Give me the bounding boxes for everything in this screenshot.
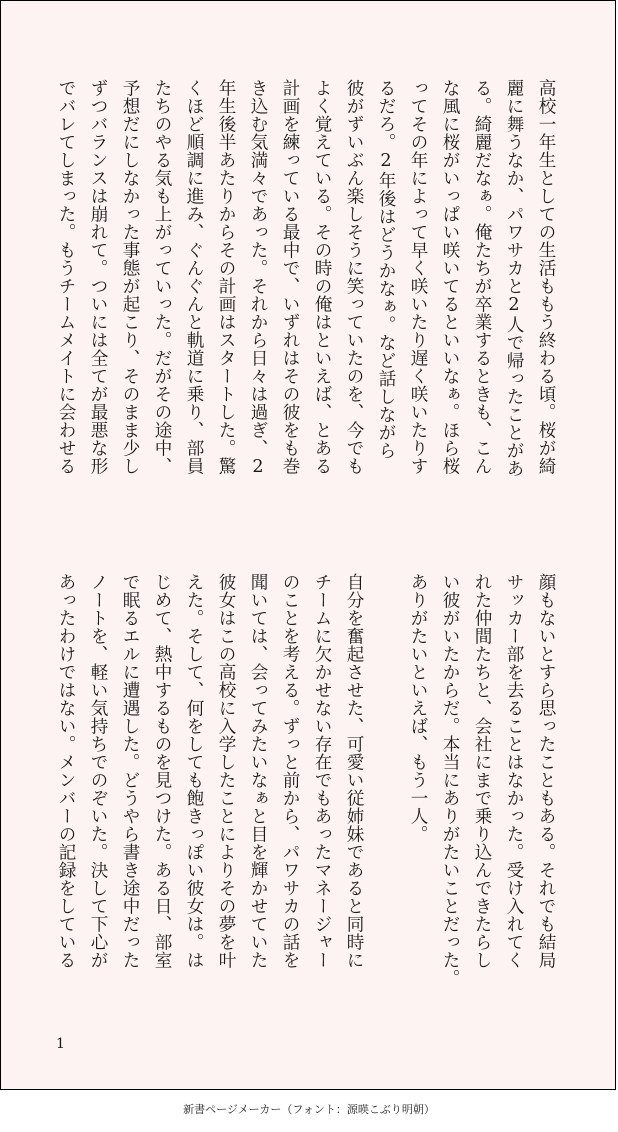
text-line: くほど順調に進み、ぐんぐんと軌道に乗り、部員: [184, 79, 204, 475]
text-line: き込む気満々であった。それから日々は過ぎ、2: [248, 79, 268, 478]
text-line: ありがたいといえば、もう一人。: [408, 573, 428, 843]
text-line: あったわけではない。メンバーの記録をしている: [56, 573, 76, 969]
text-line: る。綺麗だなぁ。俺たちが卒業するときも、こん: [472, 79, 492, 475]
text-line: るだろ。2年後はどうかなぁ。など話しながら: [376, 79, 396, 460]
text-line: ってその年によって早く咲いたり遅く咲いたりす: [408, 79, 428, 475]
text-line: チームに欠かせない存在でもあったマネージャー: [312, 573, 332, 969]
text-line: 顔もないとすら思ったこともある。それでも結局: [536, 573, 556, 969]
text-line: のことを考える。ずっと前から、パワサカの話を: [280, 573, 300, 969]
text-line: 予想だにしなかった事態が起こり、そのまま少し: [120, 79, 140, 475]
text-line: 麗に舞うなか、パワサカと2人で帰ったことがあ: [504, 79, 524, 478]
text-line: 聞いては、会ってみたいなぁと目を輝かせていた: [248, 573, 268, 969]
text-line: な風に桜がいっぱい咲いてるといいなぁ。ほら桜: [440, 79, 460, 475]
text-line: 年生後半あたりからその計画はスタートした。驚: [216, 79, 236, 475]
text-line: 彼女はこの高校に入学したことによりその夢を叶: [216, 573, 236, 969]
text-line: サッカー部を去ることはなかった。受け入れてく: [504, 573, 524, 969]
text-line: 高校一年生としての生活ももう終わる頃。桜が綺: [536, 79, 556, 475]
text-line: で眠るエルに遭遇した。どうやら書き途中だった: [120, 573, 140, 969]
text-line: 彼がずいぶん楽しそうに笑っていたのを、今でも: [344, 79, 364, 475]
text-line: たちのやる気も上がっていった。だがその途中、: [152, 79, 172, 475]
footer-caption: 新書ページメーカー（フォント：源暎こぶり明朝）: [183, 1103, 435, 1116]
text-line: ずつバランスは崩れて。ついには全てが最悪な形: [88, 79, 108, 475]
text-line: でバレてしまった。もうチームメイトに会わせる: [56, 79, 76, 475]
text-line: 自分を奮起させた、可愛い従姉妹であると同時に: [344, 573, 364, 969]
text-line: い彼がいたからだ。本当にありがたいことだった。: [440, 573, 460, 987]
page-number: 1: [56, 1036, 65, 1052]
text-line: [375, 573, 397, 1013]
text-line: 計画を練っている最中で、いずれはその彼をも巻: [280, 79, 300, 475]
text-line: じめて、熱中するものを見つけた。ある日、部室: [152, 573, 172, 969]
text-line: よく覚えている。その時の俺はといえば、とある: [312, 79, 332, 475]
text-line: れた仲間たちと、会社にまで乗り込んできたらし: [472, 573, 492, 969]
text-line: ノートを、軽い気持ちでのぞいた。決して下心が: [88, 573, 108, 969]
text-line: えた。そして、何をしても飽きっぽい彼女は。は: [184, 573, 204, 969]
